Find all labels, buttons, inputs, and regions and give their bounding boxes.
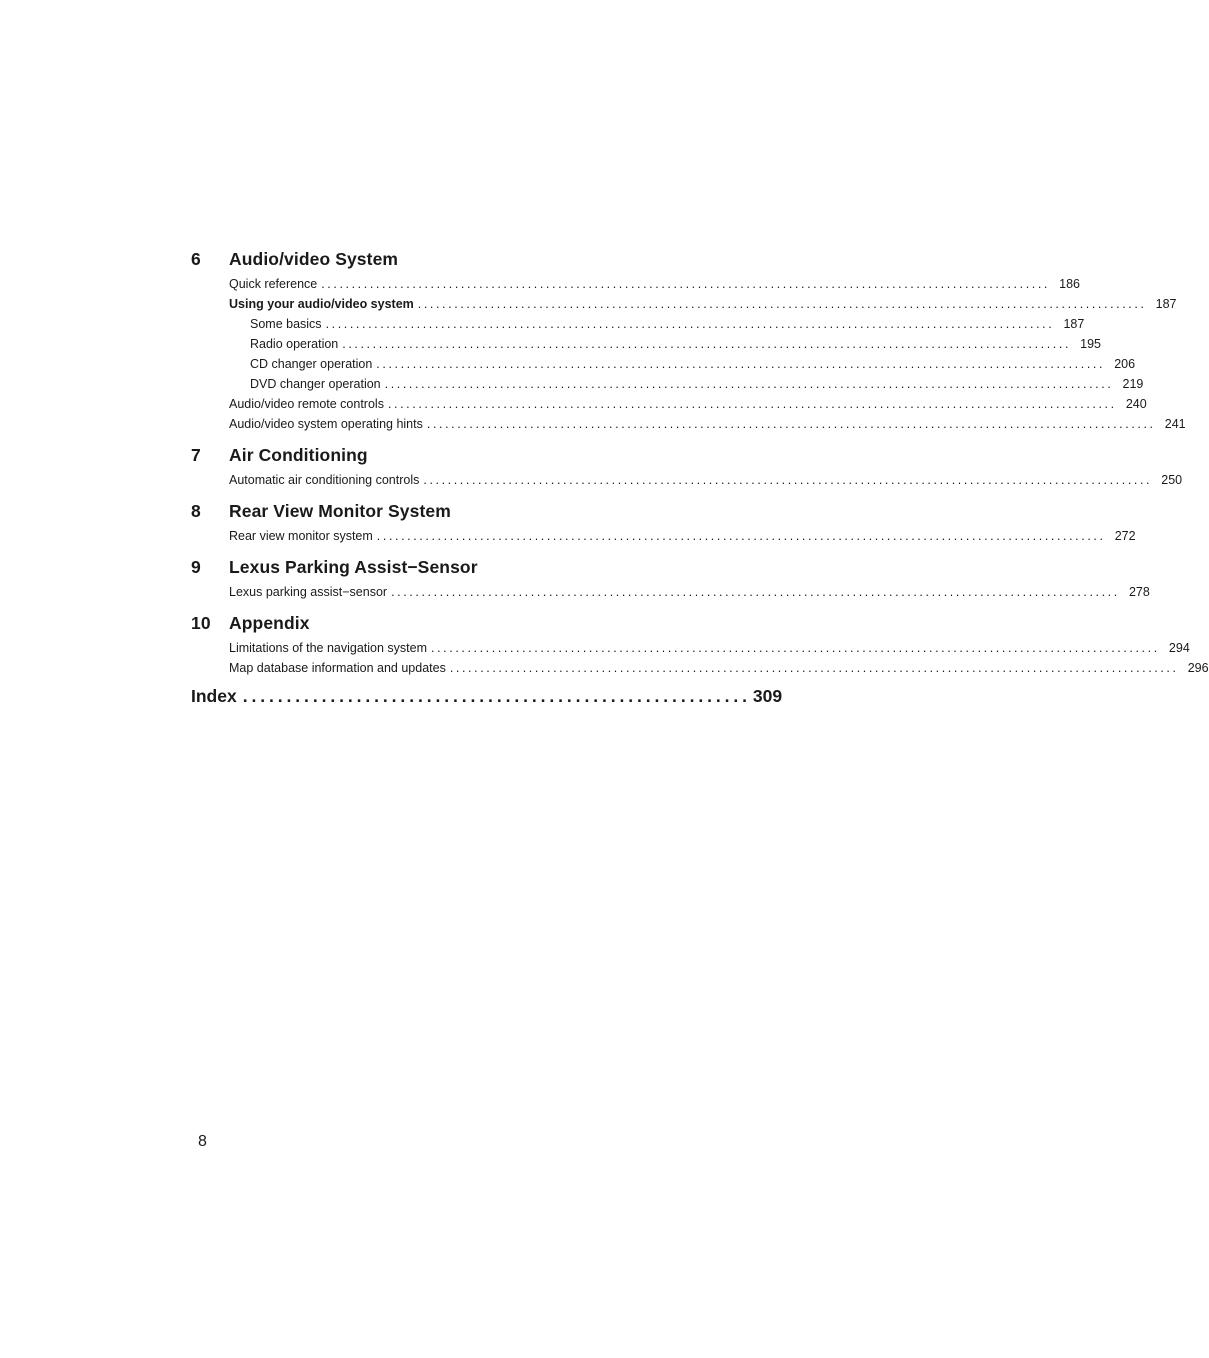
chapter-number: 10 [191,613,211,633]
index-label: Index [191,686,237,706]
toc-entry[interactable] [191,334,1102,354]
toc-entry[interactable] [191,526,1136,546]
toc-entry-label: Rear view monitor system [229,529,373,543]
toc-entry-page-number: 278 [1128,585,1150,599]
chapter-number: 7 [191,445,201,465]
toc-entry[interactable] [191,394,1147,414]
dot-leader: ........................................................................................................................ [342,337,1072,351]
toc-entry-page-number: 241 [1164,417,1186,431]
chapter-heading [191,556,677,578]
chapter-heading [191,444,677,466]
toc-entry-page-number: 240 [1125,397,1147,411]
dot-leader: ........................................................................................................................ [376,357,1106,371]
toc-entry-label: Limitations of the navigation system [229,641,428,655]
page-number: 8 [198,1133,207,1150]
toc-entry-label: Map database information and updates [229,661,446,675]
dot-leader: ........................................................................................................................ [449,661,1179,675]
dot-leader: ........................................................................................................................ [431,641,1160,655]
toc-entry-page-number: 250 [1161,473,1183,487]
table-of-contents [191,248,1209,708]
toc-entry-label: Automatic air conditioning controls [229,473,420,487]
toc-entry-label: Audio/video remote controls [229,397,384,411]
chapter-title: Audio/video System [229,249,399,269]
toc-entry-page-number: 186 [1059,277,1080,291]
dot-leader: ........................................................................................................................ [391,585,1120,599]
dot-leader: ........................................................................................................................ [384,377,1114,391]
chapter-list [191,248,1209,678]
chapter-number: 9 [191,557,201,577]
dot-leader: ........................................................................................................................ [325,317,1055,331]
chapter-heading [191,248,677,270]
toc-entry-page-number: 272 [1114,529,1136,543]
toc-entry[interactable] [191,470,1183,490]
chapter-title: Rear View Monitor System [229,501,451,521]
toc-entry[interactable] [191,294,1177,314]
toc-entry-label: Audio/video system operating hints [229,417,423,431]
toc-entry-page-number: 195 [1080,337,1102,351]
dot-leader: ........................................................................................................................ [426,417,1156,431]
dot-leader: .......................................................... [242,686,751,706]
index-entry[interactable] [191,684,783,708]
toc-entry[interactable] [191,414,1186,434]
toc-entry[interactable] [191,314,1085,334]
dot-leader: ........................................................................................................................ [387,397,1117,411]
toc-entry-label: Quick reference [229,277,318,291]
toc-entry-label: Using your audio/video system [229,297,414,311]
toc-entry-page-number: 187 [1155,297,1177,311]
chapter-number: 8 [191,501,201,521]
chapter-title: Lexus Parking Assist−Sensor [229,557,478,577]
chapter-number: 6 [191,249,201,269]
chapter-heading [191,500,677,522]
toc-entry-label: Radio operation [250,337,339,351]
dot-leader: ........................................................................................................................ [417,297,1147,311]
toc-entry-label: CD changer operation [250,357,373,371]
chapter-heading [191,612,677,634]
toc-entry[interactable] [191,274,1080,294]
toc-entry-label: DVD changer operation [250,377,381,391]
toc-entry-page-number: 219 [1122,377,1144,391]
toc-entry-label: Some basics [250,317,322,331]
chapter-title: Appendix [229,613,310,633]
toc-entry-page-number: 187 [1063,317,1085,331]
toc-entry-label: Lexus parking assist−sensor [229,585,388,599]
toc-entry[interactable] [191,658,1209,678]
index-page-number: 309 [752,686,783,706]
chapter-title: Air Conditioning [229,445,368,465]
toc-entry[interactable] [191,354,1136,374]
toc-entry-page-number: 206 [1114,357,1136,371]
dot-leader: ........................................................................................................................ [423,473,1153,487]
dot-leader: ........................................................................................................................ [376,529,1106,543]
dot-leader: ........................................................................................................................ [321,277,1050,291]
toc-entry[interactable] [191,374,1144,394]
toc-entry[interactable] [191,638,1190,658]
toc-entry-page-number: 294 [1168,641,1190,655]
toc-entry[interactable] [191,582,1150,602]
toc-entry-page-number: 296 [1187,661,1209,675]
